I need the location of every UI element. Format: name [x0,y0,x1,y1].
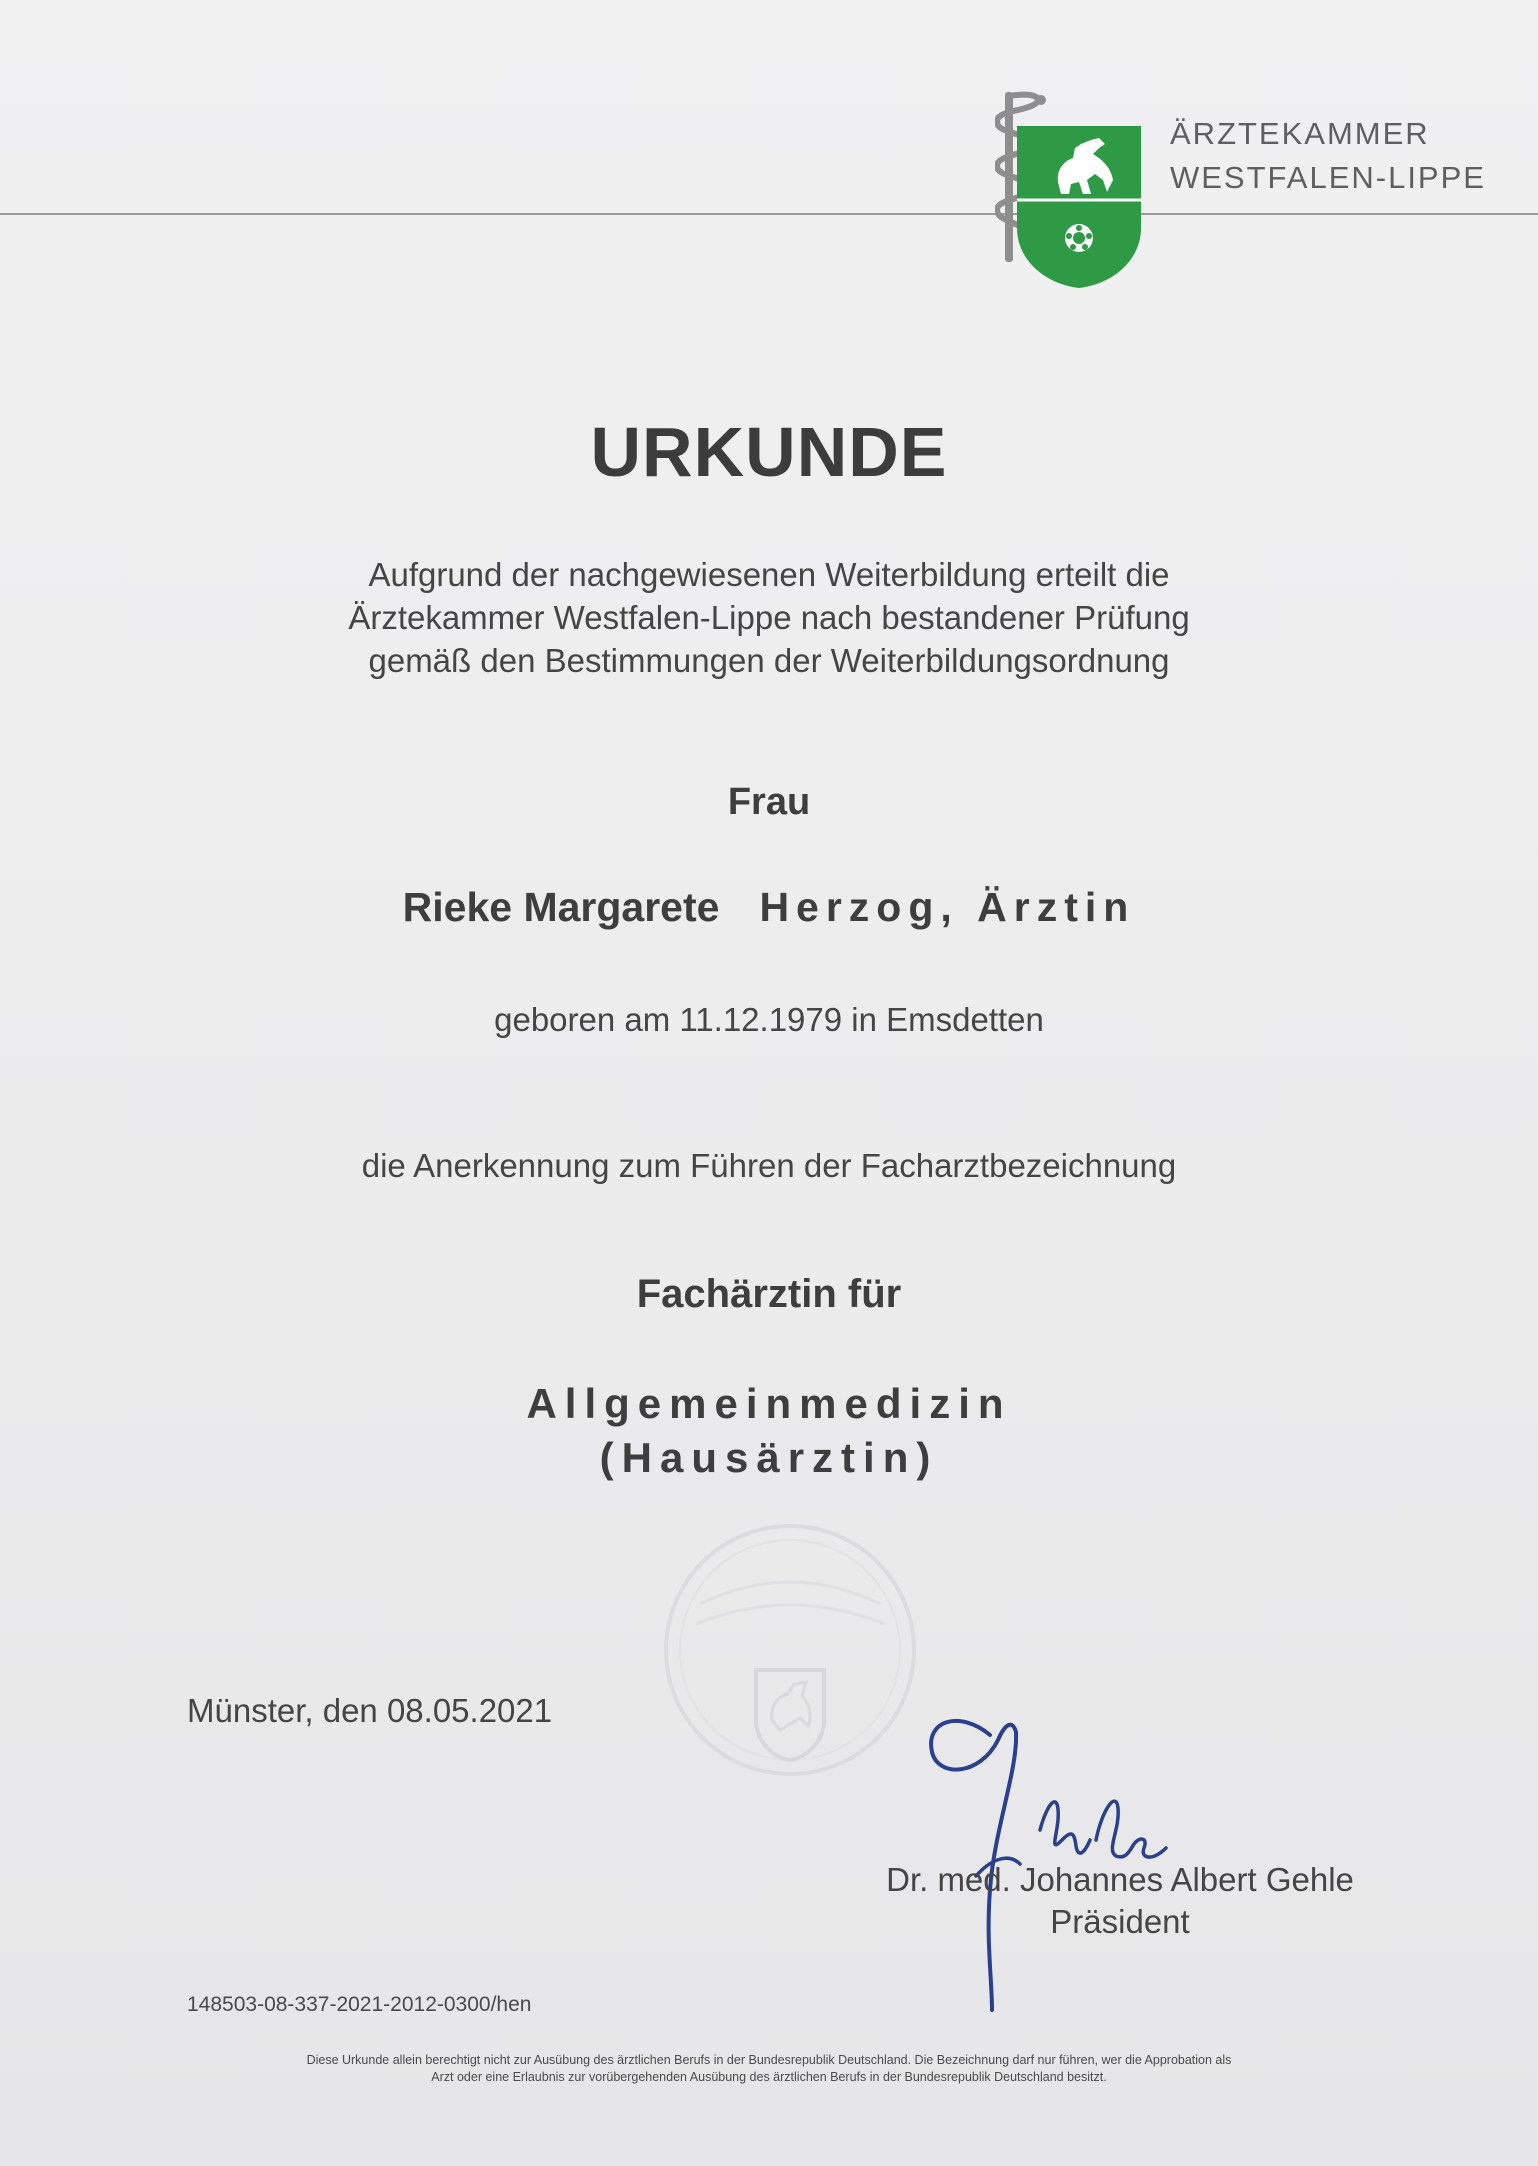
document-title: URKUNDE [590,413,948,491]
footnote-line: Arzt oder eine Erlaubnis zur vorübergehenden Ausübung des ärztlichen Berufs in der Bundesrepublik Deutschland besitzt. [431,2070,1107,2084]
reference-number: 148503-08-337-2021-2012-0300/hen [187,1993,532,2016]
signer-name: Dr. med. Johannes Albert Gehle [886,1861,1354,1898]
surname-title: Herzog, Ärztin [759,884,1136,930]
intro-line: gemäß den Bestimmungen der Weiterbildungsordnung [368,642,1170,679]
birth-line: geboren am 11.12.1979 in Emsdetten [494,1001,1044,1038]
recognition-line: die Anerkennung zum Führen der Facharztbezeichnung [361,1147,1177,1184]
intro-line: Aufgrund der nachgewiesenen Weiterbildung erteilt die [368,556,1170,593]
salutation: Frau [727,781,811,823]
specialty-line: (Hausärztin) [599,1434,939,1481]
intro-text [0,553,1538,682]
footnote-line: Diese Urkunde allein berechtigt nicht zur Ausübung des ärztlichen Berufs in der Bundesrepublik Deutschland. Die Bezeichnung darf nur führen, wer die Approbation als [306,2053,1232,2067]
recipient-name [0,884,1538,931]
signer-block [790,1859,1450,1943]
aerztekammer-logo-icon [995,88,1145,288]
specialty [0,1377,1538,1485]
specialist-title: Fachärztin für [636,1272,902,1316]
header-rule [0,213,1538,215]
organization-name [1170,112,1486,200]
signer-role: Präsident [1050,1903,1190,1940]
given-names: Rieke Margarete [402,884,720,930]
intro-line: Ärztekammer Westfalen-Lippe nach bestandener Prüfung [348,599,1190,636]
signature-icon [920,1680,1220,2020]
embossed-seal-icon [660,1520,920,1780]
organization-name-line1: ÄRZTEKAMMER [1170,116,1430,151]
place-date: Münster, den 08.05.2021 [187,1692,553,1729]
specialty-line: Allgemeinmedizin [526,1380,1012,1427]
footnote [160,2052,1378,2086]
organization-name-line2: WESTFALEN-LIPPE [1170,160,1486,195]
